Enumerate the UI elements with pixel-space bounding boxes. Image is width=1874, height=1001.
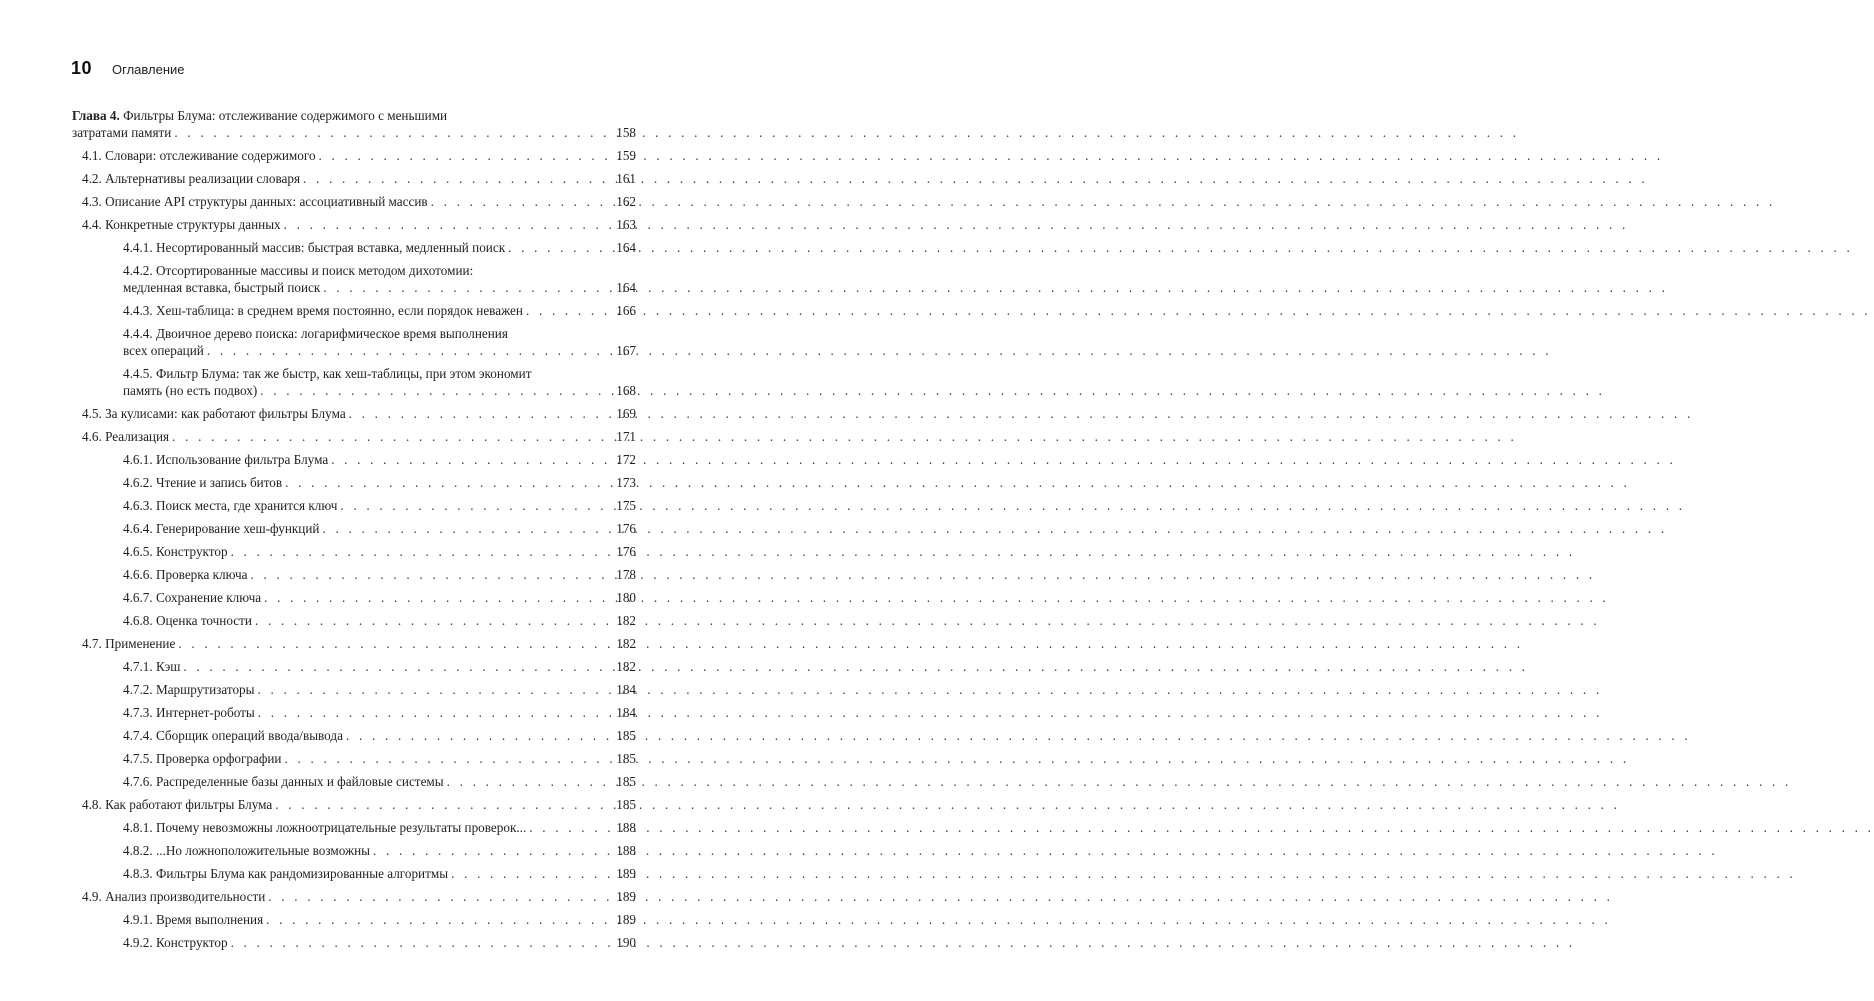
toc-entry-title-line1: 4.4.4. Двоичное дерево поиска: логарифмическое время выполнения bbox=[123, 326, 508, 341]
table-of-contents bbox=[72, 107, 636, 957]
toc-entry-4-7-6[interactable] bbox=[72, 773, 636, 790]
page-ref: 184 bbox=[616, 682, 636, 697]
page-ref: 166 bbox=[616, 303, 636, 318]
toc-entry-title: 4.7.3. Интернет-роботы bbox=[123, 704, 258, 721]
toc-entry-title: 4.6.3. Поиск места, где хранится ключ bbox=[123, 497, 340, 514]
toc-entry-4-6-2[interactable] bbox=[72, 474, 636, 491]
leader-dots bbox=[373, 842, 610, 859]
leader-dots bbox=[255, 612, 610, 629]
toc-entry-4-3[interactable] bbox=[72, 193, 636, 210]
chapter-label: Глава 4. bbox=[72, 108, 120, 123]
toc-entry-4-6-4[interactable] bbox=[72, 520, 636, 537]
toc-entry-title: 4.7. Применение bbox=[82, 635, 178, 652]
toc-entry-title: 4.6.7. Сохранение ключа bbox=[123, 589, 264, 606]
page-ref: 188 bbox=[616, 820, 636, 835]
toc-entry-title: 4.6.2. Чтение и запись битов bbox=[123, 474, 285, 491]
leader-dots bbox=[264, 589, 610, 606]
toc-entry-4-9-2[interactable] bbox=[72, 934, 636, 951]
chapter-title-line1: Фильтры Блума: отслеживание содержимого с меньшими bbox=[123, 108, 448, 123]
toc-entry-4-1[interactable] bbox=[72, 147, 636, 164]
page-ref: 190 bbox=[616, 935, 636, 950]
leader-dots bbox=[260, 382, 610, 399]
toc-entry-title: 4.9.1. Время выполнения bbox=[123, 911, 266, 928]
leader-dots bbox=[258, 681, 611, 698]
page-ref: 189 bbox=[616, 889, 636, 904]
leader-dots bbox=[447, 773, 610, 790]
toc-entry-title-line1: 4.4.5. Фильтр Блума: так же быстр, как хеш-таблицы, при этом экономит bbox=[123, 366, 532, 381]
leader-dots bbox=[319, 147, 610, 164]
running-title: Оглавление bbox=[112, 62, 185, 77]
toc-entry-title: 4.1. Словари: отслеживание содержимого bbox=[82, 147, 319, 164]
toc-entry-title: 4.4.1. Несортированный массив: быстрая вставка, медленный поиск bbox=[123, 239, 508, 256]
toc-entry-4-6-7[interactable] bbox=[72, 589, 636, 606]
toc-entry-title: 4.9.2. Конструктор bbox=[123, 934, 231, 951]
toc-entry-4-4[interactable] bbox=[72, 216, 636, 233]
leader-dots bbox=[250, 566, 610, 583]
page-ref: 176 bbox=[616, 521, 636, 536]
toc-entry-title: 4.6. Реализация bbox=[82, 428, 172, 445]
toc-entry-title-line2: медленная вставка, быстрый поиск bbox=[123, 279, 323, 296]
page-ref: 189 bbox=[616, 912, 636, 927]
toc-entry-title: 4.4. Конкретные структуры данных bbox=[82, 216, 284, 233]
page-ref: 169 bbox=[616, 406, 636, 421]
toc-entry-4-7-2[interactable] bbox=[72, 681, 636, 698]
leader-dots bbox=[275, 796, 610, 813]
leader-dots bbox=[508, 239, 610, 256]
toc-entry-title: 4.6.1. Использование фильтра Блума bbox=[123, 451, 331, 468]
leader-dots bbox=[174, 124, 610, 141]
toc-entry-title: 4.5. За кулисами: как работают фильтры Блума bbox=[82, 405, 349, 422]
page-ref: 188 bbox=[616, 843, 636, 858]
leader-dots bbox=[231, 543, 610, 560]
page-ref: 161 bbox=[616, 171, 636, 186]
toc-entry-title: 4.8. Как работают фильтры Блума bbox=[82, 796, 275, 813]
book-page bbox=[0, 0, 708, 1001]
leader-dots bbox=[526, 302, 610, 319]
leader-dots bbox=[529, 819, 610, 836]
page-ref: 185 bbox=[616, 751, 636, 766]
leader-dots bbox=[258, 704, 610, 721]
page-ref: 185 bbox=[616, 797, 636, 812]
leader-dots bbox=[340, 497, 610, 514]
page-ref: 159 bbox=[616, 148, 636, 163]
toc-entry-4-7[interactable] bbox=[72, 635, 636, 652]
toc-entry-4-9-1[interactable] bbox=[72, 911, 636, 928]
toc-entry-title: 4.2. Альтернативы реализации словаря bbox=[82, 170, 303, 187]
toc-entry-4-2[interactable] bbox=[72, 170, 636, 187]
toc-entry-4-9[interactable] bbox=[72, 888, 636, 905]
toc-entry-title-line2: всех операций bbox=[123, 342, 207, 359]
page-ref: 178 bbox=[616, 567, 636, 582]
page-ref: 173 bbox=[616, 475, 636, 490]
leader-dots bbox=[285, 474, 610, 491]
page-ref: 171 bbox=[616, 429, 636, 444]
toc-entry-title: 4.6.4. Генерирование хеш-функций bbox=[123, 520, 322, 537]
toc-entry-4-6-5[interactable] bbox=[72, 543, 636, 560]
toc-entry-title-line1: 4.4.2. Отсортированные массивы и поиск методом дихотомии: bbox=[123, 263, 474, 278]
leader-dots bbox=[183, 658, 610, 675]
page-ref: 162 bbox=[616, 194, 636, 209]
toc-entry-title: 4.7.4. Сборщик операций ввода/вывода bbox=[123, 727, 346, 744]
leader-dots bbox=[178, 635, 610, 652]
toc-entry-4-8-2[interactable] bbox=[72, 842, 636, 859]
leader-dots bbox=[322, 520, 610, 537]
leader-dots bbox=[331, 451, 610, 468]
page-ref: 182 bbox=[616, 613, 636, 628]
toc-entry-4-7-4[interactable] bbox=[72, 727, 636, 744]
leader-dots bbox=[284, 216, 610, 233]
toc-entry-4-4-1[interactable] bbox=[72, 239, 636, 256]
page-ref: 184 bbox=[616, 705, 636, 720]
page-ref: 163 bbox=[616, 217, 636, 232]
page-header bbox=[71, 58, 185, 88]
page-ref: 164 bbox=[616, 240, 636, 255]
toc-entry-4-6-1[interactable] bbox=[72, 451, 636, 468]
toc-entry-4-4-5[interactable] bbox=[72, 365, 636, 399]
toc-entry-4-7-1[interactable] bbox=[72, 658, 636, 675]
toc-entry-title: 4.7.5. Проверка орфографии bbox=[123, 750, 284, 767]
toc-entry-4-4-2[interactable] bbox=[72, 262, 636, 296]
toc-entry-title: 4.6.8. Оценка точности bbox=[123, 612, 255, 629]
leader-dots bbox=[231, 934, 610, 951]
toc-entry-4-6-8[interactable] bbox=[72, 612, 636, 629]
toc-entry-title-line2: память (но есть подвох) bbox=[123, 382, 260, 399]
toc-entry-4-8[interactable] bbox=[72, 796, 636, 813]
leader-dots bbox=[349, 405, 610, 422]
leader-dots bbox=[266, 911, 610, 928]
toc-entry-4-7-5[interactable] bbox=[72, 750, 636, 767]
toc-entry-title: 4.7.6. Распределенные базы данных и файловые системы bbox=[123, 773, 447, 790]
page-ref: 189 bbox=[616, 866, 636, 881]
toc-entry-4-4-3[interactable] bbox=[72, 302, 636, 319]
leader-dots bbox=[268, 888, 610, 905]
page-ref: 185 bbox=[616, 774, 636, 789]
leader-dots bbox=[451, 865, 610, 882]
toc-entry-4-8-3[interactable] bbox=[72, 865, 636, 882]
toc-entry-title: 4.7.1. Кэш bbox=[123, 658, 183, 675]
toc-entry-title: 4.4.3. Хеш-таблица: в среднем время постоянно, если порядок неважен bbox=[123, 302, 526, 319]
page-ref: 175 bbox=[616, 498, 636, 513]
leader-dots bbox=[172, 428, 610, 445]
toc-entry-4-8-1[interactable] bbox=[72, 819, 636, 836]
toc-entry-4-6[interactable] bbox=[72, 428, 636, 445]
page-ref: 185 bbox=[616, 728, 636, 743]
toc-chapter-4[interactable] bbox=[72, 107, 636, 141]
page-ref: 172 bbox=[616, 452, 636, 467]
page-ref: 180 bbox=[616, 590, 636, 605]
leader-dots bbox=[207, 342, 610, 359]
page-ref: 182 bbox=[616, 659, 636, 674]
page-ref: 167 bbox=[616, 343, 636, 358]
toc-entry-title: 4.8.1. Почему невозможны ложноотрицательные результаты проверок... bbox=[123, 819, 529, 836]
toc-entry-4-6-3[interactable] bbox=[72, 497, 636, 514]
page-ref: 182 bbox=[616, 636, 636, 651]
toc-entry-4-4-4[interactable] bbox=[72, 325, 636, 359]
toc-entry-title: 4.6.5. Конструктор bbox=[123, 543, 231, 560]
toc-entry-title: 4.8.3. Фильтры Блума как рандомизированные алгоритмы bbox=[123, 865, 451, 882]
page-ref: 164 bbox=[616, 280, 636, 295]
toc-entry-title: 4.6.6. Проверка ключа bbox=[123, 566, 250, 583]
toc-entry-4-6-6[interactable] bbox=[72, 566, 636, 583]
toc-entry-title: 4.9. Анализ производительности bbox=[82, 888, 268, 905]
leader-dots bbox=[431, 193, 610, 210]
page-number: 10 bbox=[71, 58, 93, 78]
leader-dots bbox=[346, 727, 610, 744]
toc-entry-4-5[interactable] bbox=[72, 405, 636, 422]
leader-dots bbox=[323, 279, 610, 296]
page-ref: 158 bbox=[616, 125, 636, 140]
toc-entry-title: 4.3. Описание API структуры данных: ассоциативный массив bbox=[82, 193, 431, 210]
toc-entry-title: 4.7.2. Маршрутизаторы bbox=[123, 681, 258, 698]
leader-dots bbox=[303, 170, 610, 187]
page-ref: 168 bbox=[616, 383, 636, 398]
toc-entry-4-7-3[interactable] bbox=[72, 704, 636, 721]
toc-entry-title: 4.8.2. ...Но ложноположительные возможны bbox=[123, 842, 373, 859]
page-ref: 176 bbox=[616, 544, 636, 559]
chapter-title-line2: затратами памяти bbox=[72, 124, 174, 141]
leader-dots bbox=[284, 750, 610, 767]
